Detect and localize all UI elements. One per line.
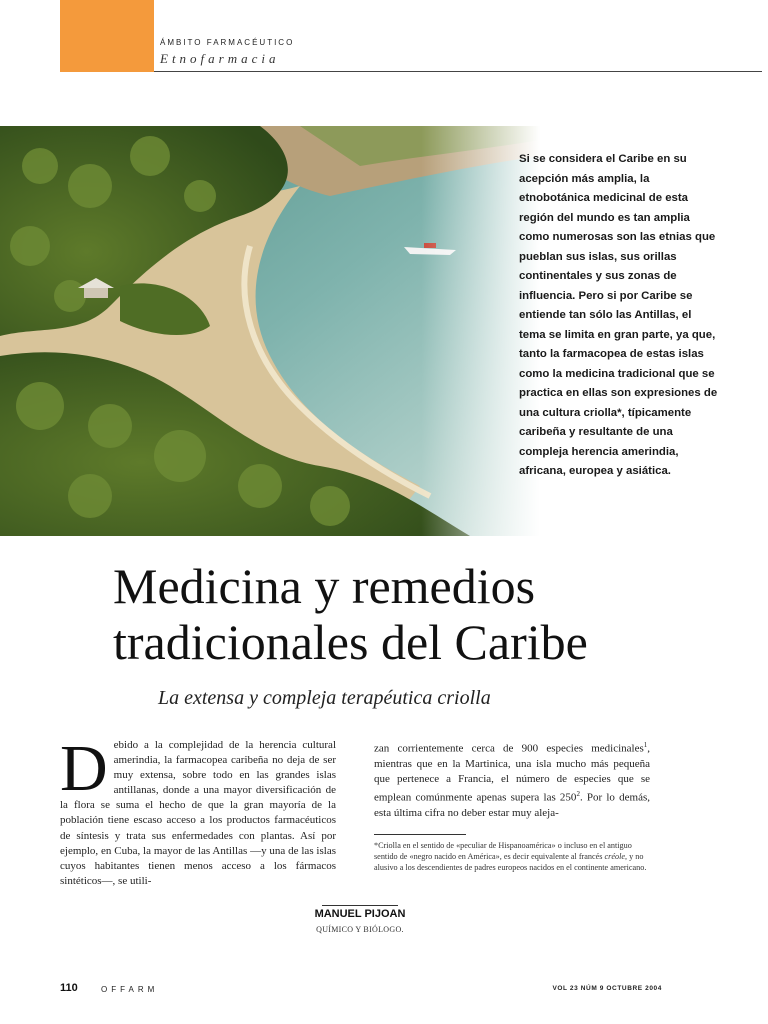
footnote — [374, 840, 654, 874]
author-role: QUÍMICO Y BIÓLOGO. — [316, 925, 404, 934]
body-column-1-text: ebido a la complejidad de la herencia cultural amerindia, la farmacopea caribeña no deja de ser muy extensa, sobre todo en las grandes islas antillanas, donde a una mayor diversificación de la flora se suma el hecho de que la gran mayoría de la población tiene escaso acceso a los productos farmacéuticos de síntesis y trata sus enfermedades con plantas. Así por ejemplo, en Cuba, la mayor de las Antillas —y una de las islas cuyos habitantes tienen menos acceso a los fármacos sintéticos—, se utili- — [60, 739, 336, 887]
title-line-1: Medicina y remedios — [113, 558, 536, 614]
footnote-ref-2: 2 — [576, 789, 580, 798]
body-column-2-text-a: zan corrientemente cerca de 900 especies medicinales — [374, 742, 644, 755]
subsection-label: Etnofarmacia — [160, 51, 280, 66]
body-column-2 — [374, 738, 650, 821]
footnote-rule — [374, 834, 466, 835]
page-number: 110 — [60, 982, 78, 994]
author-name: MANUEL PIJOAN — [314, 908, 406, 920]
drop-cap: D — [60, 732, 108, 805]
body-column-1 — [60, 732, 336, 889]
body-column-2-text-c: . Por lo demás, esta última cifra no deber estar muy aleja- — [374, 791, 650, 819]
intro-text: Si se considera el Caribe en su acepción más amplia, la etnobotánica medicinal de esta región del mundo es tan amplia como numerosas son las etnias que pueblan sus islas, sus orillas continentales y sus zonas de influencia. Pero si por Caribe se entiende tan sólo las Antillas, el tema se limita en gran parte, ya que, tanto la farmacopea de estas islas como la medicina tradicional que se practica en ellas son expresiones de una cultura criolla*, típicamente caribeña y resultante de una compleja herencia amerindia, africana, europea y asiática. — [519, 153, 718, 477]
article-title — [113, 558, 753, 670]
section-color-block — [60, 0, 154, 72]
title-line-2: tradicionales del Caribe — [113, 614, 588, 670]
journal-name: OFFARM — [101, 985, 159, 994]
author-rule — [322, 905, 398, 906]
caribbean-beach-photo — [0, 126, 540, 536]
footnote-ref-1: 1 — [643, 741, 648, 749]
footnote-text-b: , y no alusivo a los descendientes de padres europeos nacidos en el continente americano. — [374, 852, 647, 873]
issue-info: VOL 23 NÚM 9 OCTUBRE 2004 — [552, 985, 662, 992]
footnote-text-a: *Criolla en el sentido de «peculiar de Hispanoamérica» o incluso en el antiguo sentido de «negro nacido en América», es decir equivalente al francés — [374, 841, 632, 862]
section-label: ÁMBITO FARMACÉUTICO — [160, 38, 295, 47]
header-rule — [154, 71, 762, 72]
body-column-2-text-b: , mientras que en la Martinica, una isla mucho más pequeña que pertenece a Francia, el número de especies que se emplean comúnmente apenas supera las 250 — [374, 742, 650, 804]
article-subtitle: La extensa y compleja terapéutica criolla — [158, 687, 491, 709]
footnote-italic: créole — [604, 852, 625, 862]
